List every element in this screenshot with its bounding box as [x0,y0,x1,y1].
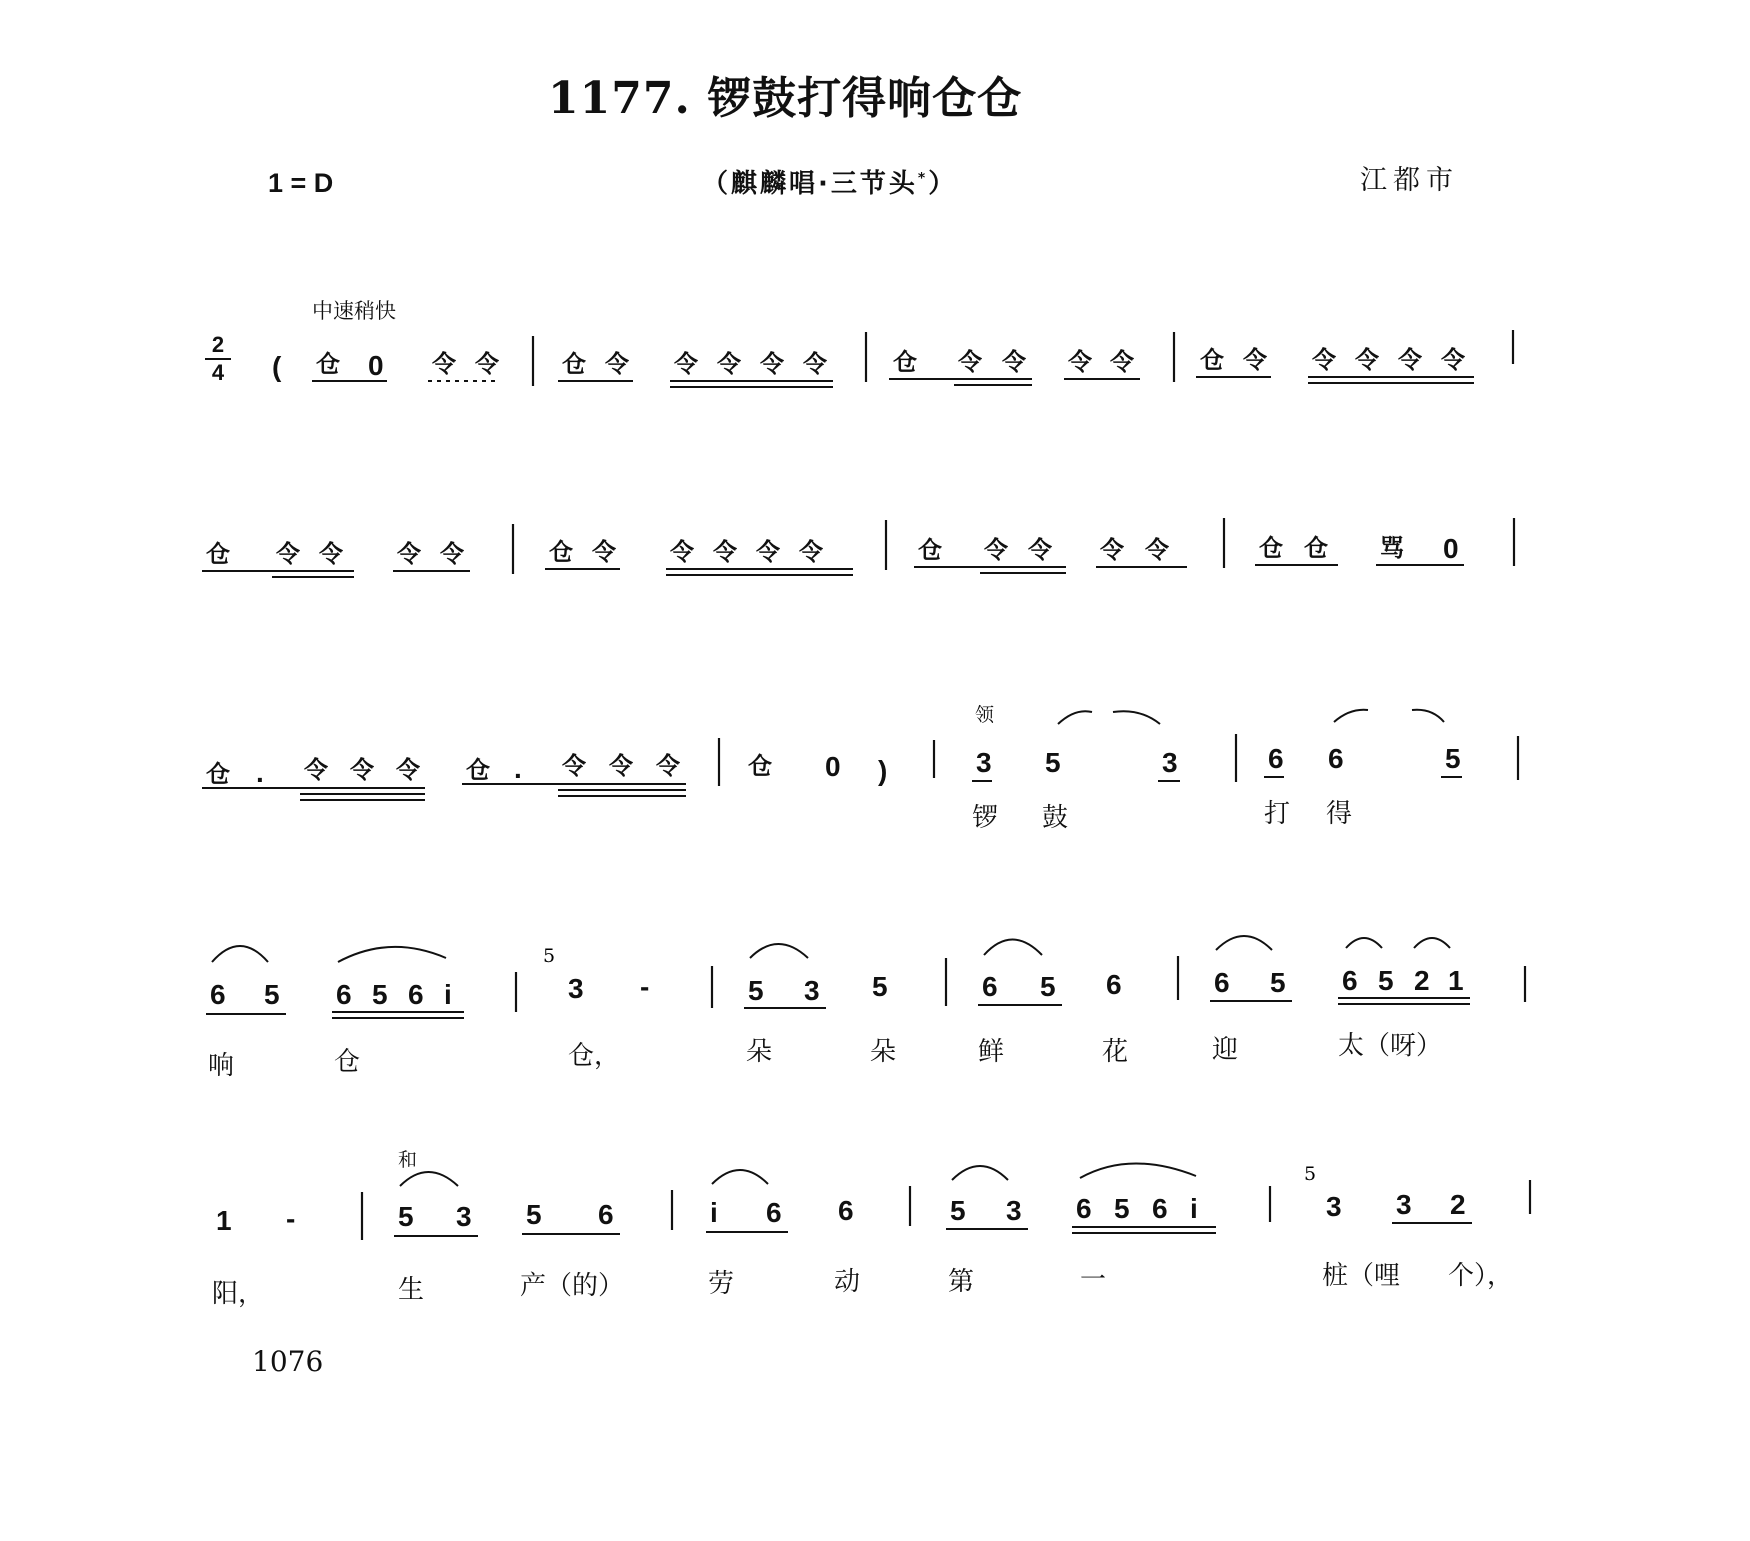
note: 6 [1106,969,1122,1000]
note: 6 [598,1199,614,1230]
note: i [710,1197,718,1228]
slur [1080,1163,1196,1178]
note: 5 [1378,965,1394,996]
slur [1414,938,1450,948]
note: 令 [1243,346,1267,374]
note: 仓 [206,540,230,568]
row-1 [272,330,1513,387]
note: 6 [766,1197,782,1228]
note: 6 [1268,743,1284,774]
note: 令 [605,350,629,378]
close-paren: ) [878,755,888,786]
note: 5 [1045,747,1061,778]
note: 6 [982,971,998,1002]
song-origin: 江都市 [1360,165,1459,196]
note: 0 [368,350,384,381]
tempo-marking: 中速稍快 [312,299,396,323]
row-2 [202,518,1514,577]
note: 3 [1396,1189,1412,1220]
lyric: 仓 [334,1047,361,1077]
note: 令 [760,350,784,378]
lyric: 得 [1326,799,1353,829]
note: 6 [1076,1193,1092,1224]
note: 令 [674,350,698,378]
note: 5 [398,1201,414,1232]
lyric: 个）， [1448,1261,1514,1291]
note: 令 [713,538,737,566]
slur [1216,936,1272,950]
lyric: 朵 [870,1037,897,1067]
note: 2 [1450,1189,1466,1220]
note: 令 [1028,536,1052,564]
lyric: 第 [948,1267,975,1297]
dot: . [514,753,522,784]
key-signature: 1 = D [268,168,334,198]
time-signature-top: 2 [211,332,225,357]
note: 令 [1398,346,1422,374]
note: 3 [976,747,992,778]
note: 6 [1152,1193,1168,1224]
slur [212,946,268,962]
slur [1346,938,1382,948]
dot: . [256,757,264,788]
note: 仓 [1200,346,1224,374]
note: i [1190,1193,1198,1224]
note: 令 [350,756,374,784]
note: - [640,971,650,1002]
note: 1 [1448,965,1464,996]
note: 令 [319,540,343,568]
lyric: 一 [1080,1265,1107,1295]
note: 令 [440,540,464,568]
note: 5 [264,979,280,1010]
note: 令 [958,348,982,376]
lyric: 阳， [212,1279,265,1309]
lyric: 锣 [972,803,999,833]
note: 6 [1328,743,1344,774]
note: 令 [1441,346,1465,374]
lyric: 桩（哩 [1322,1261,1401,1291]
note: 5 [1270,967,1286,998]
note: 仓 [316,350,340,378]
note: 仓 [1304,534,1328,562]
note: 令 [984,536,1008,564]
grace-note: 5 [543,945,556,967]
note: 仓 [466,756,490,784]
note: 6 [838,1195,854,1226]
slur [1113,711,1160,724]
note: 仓 [748,752,772,780]
note: 5 [1040,971,1056,1002]
note: 骂 [1380,534,1404,562]
lyric: 仓， [568,1041,621,1071]
note: 令 [1110,348,1134,376]
note: 3 [568,973,584,1004]
lyric: 生 [398,1275,425,1305]
slur [400,1172,458,1186]
note: 令 [1145,536,1169,564]
lyric: 响 [208,1051,235,1081]
note: 5 [1114,1193,1130,1224]
slur [984,940,1042,956]
open-paren: ( [272,351,282,382]
grace-note: 5 [1304,1163,1317,1185]
lyric: 鲜 [978,1037,1005,1067]
note: 6 [1214,967,1230,998]
row-3 [202,710,1518,833]
slur [338,947,446,962]
note: 令 [1312,346,1336,374]
note: 6 [1342,965,1358,996]
note: 令 [1100,536,1124,564]
note: 令 [432,350,456,378]
lyric: 太（呀） [1338,1031,1443,1061]
time-signature-bottom: 4 [211,360,225,385]
lyric: 朵 [746,1037,773,1067]
note: 5 [1445,743,1461,774]
lyric: 产（的） [520,1271,625,1301]
note: 令 [717,350,741,378]
note: 令 [799,538,823,566]
lyric: 劳 [708,1269,735,1299]
note: - [286,1203,296,1234]
note: 0 [825,751,841,782]
note: 令 [592,538,616,566]
note: 令 [276,540,300,568]
note: 3 [804,975,820,1006]
note: 令 [1002,348,1026,376]
note: 仓 [918,536,942,564]
note: 令 [475,350,499,378]
note: 0 [1443,533,1459,564]
lyric: 动 [834,1267,861,1297]
note: 3 [1006,1195,1022,1226]
note: 令 [562,752,586,780]
note: 令 [396,756,420,784]
page-number: 1076 [252,1345,324,1378]
note: 5 [872,971,888,1002]
note: 仓 [549,538,573,566]
note: 3 [1162,747,1178,778]
row-5 [212,1163,1530,1309]
note: 令 [1355,346,1379,374]
slur [1334,710,1368,722]
note: 5 [526,1199,542,1230]
note: 令 [670,538,694,566]
slur [1412,710,1444,722]
song-title: 1177. 锣鼓打得响仓仓 [548,73,1023,124]
note: 仓 [206,760,230,788]
lead-singer-mark: 领 [975,704,995,726]
note: 5 [748,975,764,1006]
footnote-mark: * [917,170,929,187]
note: 令 [756,538,780,566]
note: 令 [1068,348,1092,376]
slur [712,1170,768,1184]
note: 令 [609,752,633,780]
lyric: 迎 [1212,1035,1239,1065]
note: 令 [803,350,827,378]
note: 令 [304,756,328,784]
lyric: 花 [1102,1037,1129,1067]
note: 1 [216,1205,232,1236]
note: 5 [372,979,388,1010]
lyric: 打 [1264,799,1291,829]
note: 仓 [1259,534,1283,562]
lyric: 鼓 [1042,803,1069,833]
note: 仓 [893,348,917,376]
slur [1058,711,1092,724]
note: 6 [336,979,352,1010]
slur [750,944,808,958]
subtitle-close: ） [928,169,958,199]
note: i [444,979,452,1010]
row-4 [206,936,1525,1081]
note: 令 [397,540,421,568]
subtitle-text: （麒麟唱·三节头 [702,169,918,199]
chorus-mark: 和 [398,1149,418,1171]
note: 2 [1414,965,1430,996]
note: 仓 [562,350,586,378]
note: 3 [1326,1191,1342,1222]
note: 6 [408,979,424,1010]
note: 6 [210,979,226,1010]
note: 3 [456,1201,472,1232]
note: 5 [950,1195,966,1226]
note: 令 [656,752,680,780]
slur [952,1166,1008,1180]
